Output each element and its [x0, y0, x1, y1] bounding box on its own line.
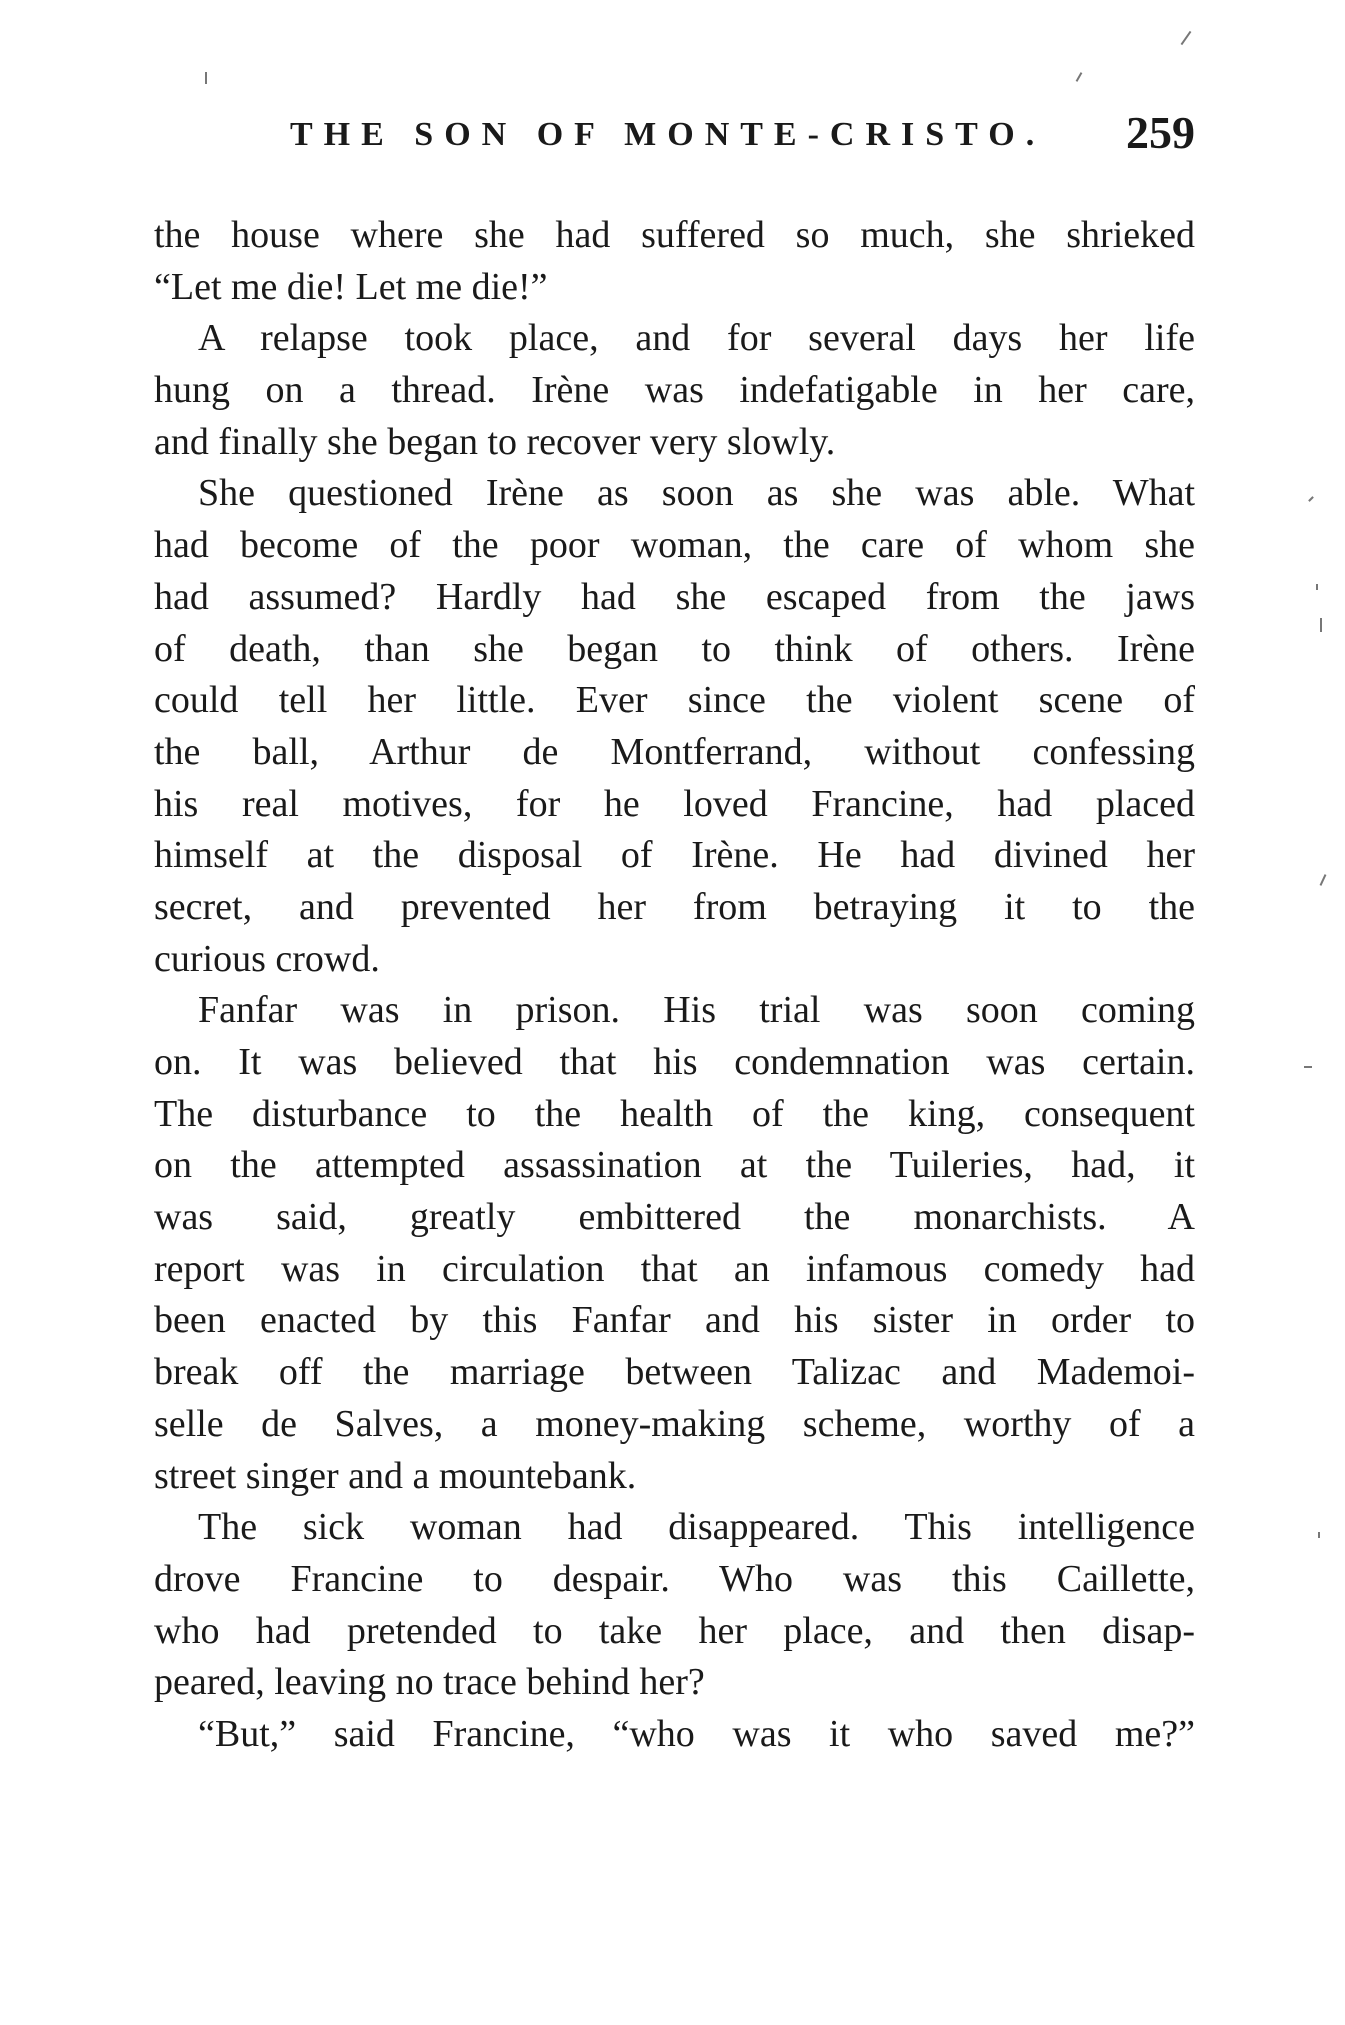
text-line: of death, than she began to think of others. Irène: [154, 627, 1195, 670]
margin-speck: [1076, 72, 1083, 82]
text-line: drove Francine to despair. Who was this Caillette,: [154, 1557, 1195, 1600]
text-line: secret, and prevented her from betraying it to the: [154, 885, 1195, 928]
text-line: street singer and a mountebank.: [154, 1454, 637, 1497]
text-line: “Let me die! Let me die!”: [154, 265, 548, 308]
margin-speck: [1318, 1532, 1320, 1538]
text-line: himself at the disposal of Irène. He had divined her: [154, 834, 1195, 877]
running-title: THE SON OF MONTE-CRISTO.: [290, 116, 1046, 153]
margin-speck: [1316, 584, 1318, 590]
text-line: had become of the poor woman, the care of whom she: [154, 524, 1195, 567]
text-line: been enacted by this Fanfar and his sister in order to: [154, 1299, 1195, 1342]
text-line: his real motives, for he loved Francine, had placed: [154, 782, 1195, 825]
margin-speck: [1181, 31, 1192, 45]
text-line: report was in circulation that an infamous comedy had: [154, 1247, 1195, 1290]
paragraph-first-line: The sick woman had disappeared. This intelligence: [198, 1506, 1195, 1549]
text-line: the house where she had suffered so much, she shrieked: [154, 214, 1195, 256]
text-line: peared, leaving no trace behind her?: [154, 1661, 705, 1704]
text-line: was said, greatly embittered the monarchists. A: [154, 1196, 1195, 1239]
margin-speck: [1320, 874, 1327, 886]
paragraph-first-line: A relapse took place, and for several days her life: [198, 317, 1195, 360]
text-line: and finally she began to recover very slowly.: [154, 420, 836, 463]
body-text: [154, 210, 1195, 1761]
text-line: could tell her little. Ever since the violent scene of: [154, 679, 1195, 722]
text-line: who had pretended to take her place, and then disap-: [154, 1609, 1195, 1652]
text-line: on the attempted assassination at the Tuileries, had, it: [154, 1144, 1195, 1187]
paragraph-first-line: “But,” said Francine, “who was it who saved me?”: [198, 1712, 1195, 1755]
text-line: The disturbance to the health of the king, consequent: [154, 1092, 1195, 1135]
page-number: 259: [1126, 107, 1195, 158]
text-line: the ball, Arthur de Montferrand, without confessing: [154, 730, 1195, 773]
text-line: on. It was believed that his condemnation was certain.: [154, 1041, 1195, 1083]
text-line: had assumed? Hardly had she escaped from the jaws: [154, 575, 1195, 618]
text-line: hung on a thread. Irène was indefatigable in her care,: [154, 369, 1195, 412]
margin-speck: [1308, 496, 1314, 502]
paragraph-first-line: She questioned Irène as soon as she was able. What: [198, 472, 1195, 515]
text-line: selle de Salves, a money-making scheme, worthy of a: [154, 1402, 1195, 1445]
text-line: break off the marriage between Talizac and Mademoi-: [154, 1351, 1195, 1394]
margin-speck: [205, 72, 207, 84]
text-line: curious crowd.: [154, 937, 380, 980]
margin-speck: [1304, 1066, 1312, 1068]
paragraph-first-line: Fanfar was in prison. His trial was soon coming: [198, 989, 1195, 1032]
margin-speck: [1320, 618, 1322, 632]
running-head: [290, 106, 1195, 166]
